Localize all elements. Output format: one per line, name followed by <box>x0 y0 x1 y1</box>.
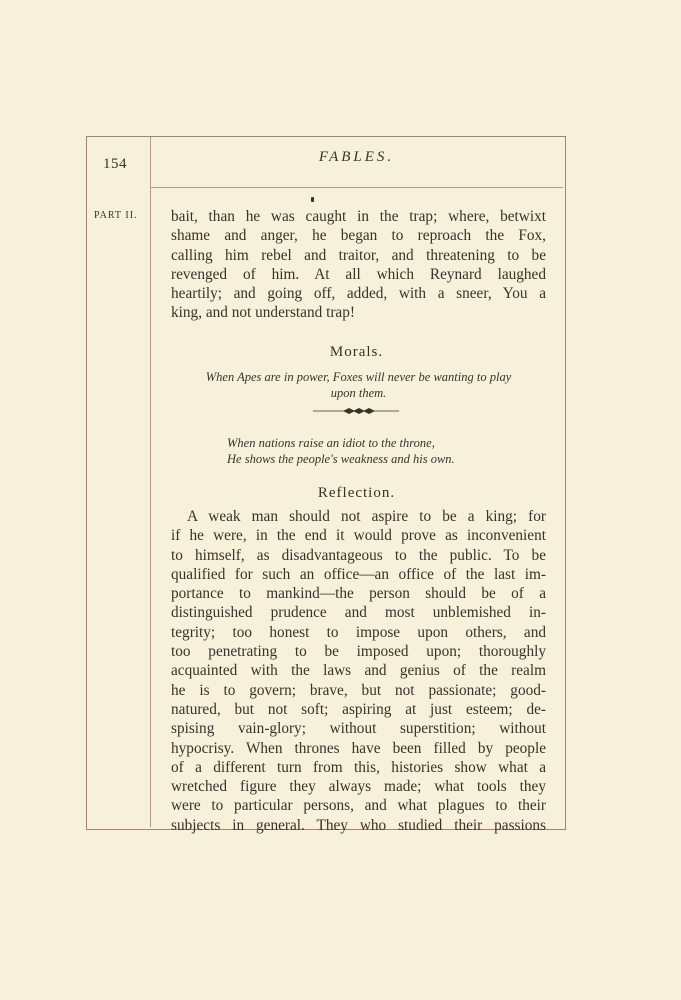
text-line: calling him rebel and traitor, and threatening to be <box>171 246 546 264</box>
ink-dot <box>311 197 314 202</box>
paragraph-reflection <box>171 507 546 835</box>
moral-line: upon them. <box>330 386 387 400</box>
text-line: natured, but not soft; aspiring at just esteem; de- <box>171 700 546 718</box>
text-line: to himself, as disadvantageous to the public. To be <box>171 546 546 564</box>
text-line: shame and anger, he began to reproach the Fox, <box>171 227 546 245</box>
paragraph-fable-end <box>171 207 546 323</box>
text-line: of a different turn from this, histories show what a <box>171 758 546 776</box>
couplet <box>227 435 455 467</box>
header-rule <box>150 187 563 188</box>
text-line: subjects in general. They who studied their passions <box>171 816 546 834</box>
text-line: hypocrisy. When thrones have been filled by people <box>171 739 546 757</box>
text-line: tegrity; too honest to impose upon others, and <box>171 623 546 641</box>
text-line: too penetrating to be imposed upon; thoroughly <box>171 643 546 661</box>
morals-heading: Morals. <box>329 344 384 360</box>
text-line: were to particular persons, and what plagues to their <box>171 797 546 815</box>
text-line: king, and not understand trap! <box>171 304 355 322</box>
page-number: 154 <box>103 156 127 172</box>
margin-rule <box>150 137 151 827</box>
text-line: heartily; and going off, added, with a sneer, You a <box>171 285 546 303</box>
text-line: revenged of him. At all which Reynard laughed <box>171 265 546 283</box>
part-label: PART II. <box>94 210 138 221</box>
couplet-line: When nations raise an idiot to the throne, <box>227 436 435 450</box>
text-line: acquainted with the laws and genius of the realm <box>171 662 546 680</box>
moral-line: When Apes are in power, Foxes will never be wanting to play <box>205 370 512 384</box>
text-line: A weak man should not aspire to be a king; for <box>187 508 546 525</box>
text-line: qualified for such an office—an office of the last im- <box>171 565 546 583</box>
moral-text <box>171 369 546 401</box>
reflection-heading: Reflection. <box>317 485 396 501</box>
text-line: if he were, in the end it would prove as inconvenient <box>171 527 546 545</box>
ornament-divider-icon <box>313 406 399 416</box>
text-line: distinguished prudence and most unblemished in- <box>171 604 546 622</box>
text-line: bait, than he was caught in the trap; where, betwixt <box>171 208 546 225</box>
text-line: portance to mankind—the person should be of a <box>171 585 546 603</box>
text-line: spising vain-glory; without superstition; without <box>171 720 546 738</box>
running-title: FABLES. <box>318 149 395 165</box>
text-line: wretched figure they always made; what tools they <box>171 778 546 796</box>
couplet-line: He shows the people's weakness and his own. <box>227 452 455 466</box>
text-line: he is to govern; brave, but not passionate; good- <box>171 681 546 699</box>
